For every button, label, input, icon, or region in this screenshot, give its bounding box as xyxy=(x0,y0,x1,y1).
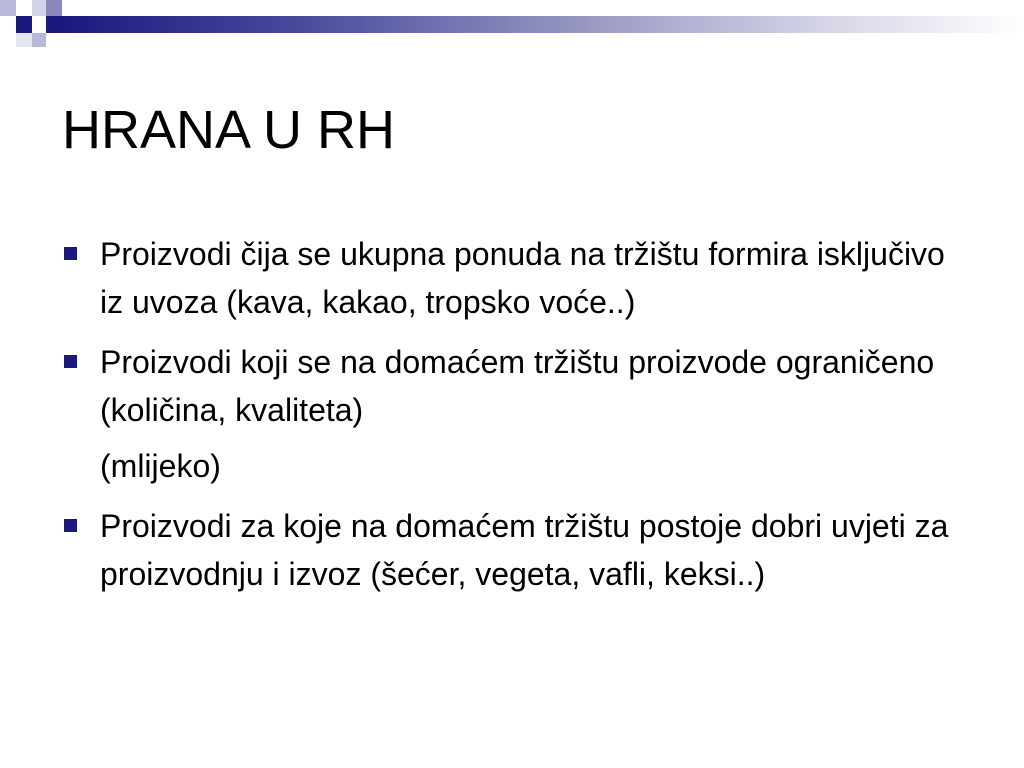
list-item xyxy=(64,338,964,434)
bullet-continuation: (mlijeko) xyxy=(100,448,221,484)
square-bullet-icon xyxy=(64,247,77,260)
square-bullet-icon xyxy=(64,519,77,532)
decorative-square xyxy=(16,16,32,33)
list-item xyxy=(64,230,964,326)
decorative-square xyxy=(16,33,32,47)
bullet-text: Proizvodi za koje na domaćem tržištu postoje dobri uvjeti za proizvodnju i izvoz (šećer, vegeta, vafli, keksi..) xyxy=(100,508,949,592)
list-item xyxy=(64,502,964,598)
decorative-square xyxy=(32,0,46,16)
header-gradient-bar xyxy=(62,16,1024,33)
decorative-square xyxy=(46,0,62,16)
decorative-square xyxy=(46,16,62,33)
bullet-list xyxy=(64,230,964,610)
square-bullet-icon xyxy=(64,355,77,368)
slide-title: HRANA U RH xyxy=(62,100,396,160)
bullet-text: Proizvodi čija se ukupna ponuda na tržištu formira isključivo iz uvoza (kava, kakao, tropsko voće..) xyxy=(100,236,945,320)
decorative-square xyxy=(0,0,16,16)
bullet-text: Proizvodi koji se na domaćem tržištu proizvode ograničeno (količina, kvaliteta) xyxy=(100,344,935,428)
decorative-square xyxy=(32,33,46,47)
